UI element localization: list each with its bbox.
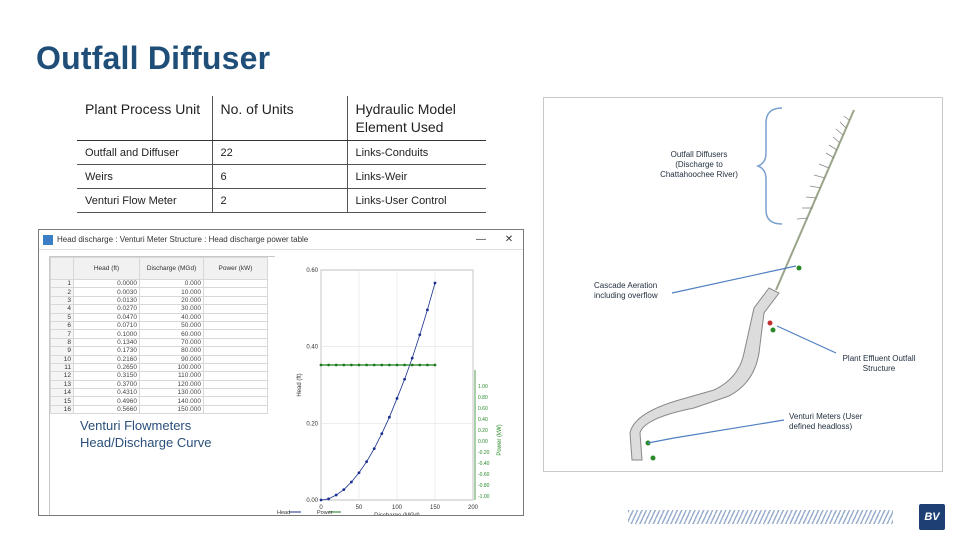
callout-cascade-aeration: Cascade Aeration including overflow [594,281,658,300]
grid-cell[interactable] [204,288,268,296]
table-cell: 6 [212,165,347,189]
grid-cell[interactable] [204,296,268,304]
grid-row[interactable] [51,355,268,363]
grid-column-header[interactable]: Discharge (MGd) [140,258,204,280]
grid-cell[interactable]: 0.0030 [74,288,140,296]
legend-label: Head [277,510,291,516]
power-data-point [373,364,376,367]
y-right-tick-label: 0.80 [478,395,488,401]
node-marker [768,321,773,326]
grid-cell[interactable]: 0.1730 [74,347,140,355]
grid-cell[interactable] [204,321,268,329]
grid-cell[interactable] [204,389,268,397]
grid-row[interactable] [51,338,268,346]
row-number[interactable]: 11 [51,363,74,371]
x-tick-label: 150 [429,505,441,511]
grid-row[interactable] [51,280,268,288]
grid-cell[interactable]: 0.0710 [74,321,140,329]
head-data-point [434,282,437,285]
head-data-point [335,494,338,497]
y-left-tick-label: 0.00 [306,498,318,504]
row-number[interactable]: 8 [51,338,74,346]
y-right-tick-label: 0.20 [478,428,488,434]
grid-cell[interactable]: 150.000 [140,405,204,413]
node-marker [797,266,802,271]
channel-shape [630,288,779,460]
grid-cell[interactable]: 0.2160 [74,355,140,363]
power-data-point [335,364,338,367]
chart-caption: Venturi Flowmeters Head/Discharge Curve [80,418,212,450]
power-data-point [320,364,323,367]
head-data-point [342,488,345,491]
power-data-point [350,364,353,367]
head-series-line [321,283,435,500]
y-right-tick-label: -0.60 [478,472,490,478]
grid-row[interactable] [51,321,268,329]
grid-row[interactable] [51,296,268,304]
grid-row[interactable] [51,389,268,397]
power-data-point [342,364,345,367]
table-row [77,141,486,165]
head-data-point [411,357,414,360]
grid-cell[interactable]: 0.3700 [74,380,140,388]
y-left-tick-label: 0.60 [306,268,318,274]
head-data-point [418,333,421,336]
app-icon [43,235,53,245]
grid-cell[interactable]: 50.000 [140,321,204,329]
table-row [77,165,486,189]
table-cell: 2 [212,189,347,213]
company-logo [919,504,945,530]
y-right-tick-label: 0.00 [478,439,488,445]
grid-cell[interactable] [204,338,268,346]
grid-cell[interactable]: 110.000 [140,372,204,380]
grid-cell[interactable]: 0.0130 [74,296,140,304]
node-marker [651,456,656,461]
window-title: Head discharge : Venturi Meter Structure : Head discharge power table [57,235,309,244]
grid-row[interactable] [51,330,268,338]
table-cell: Links-Conduits [347,141,486,165]
row-number[interactable]: 12 [51,372,74,380]
y-right-tick-label: 0.40 [478,417,488,423]
grid-cell[interactable]: 0.5660 [74,405,140,413]
power-data-point [403,364,406,367]
close-button[interactable]: ✕ [504,234,514,245]
column-header: Plant Process Unit [77,96,212,141]
x-tick-label: 200 [467,505,479,511]
y-right-tick-label: 1.00 [478,384,488,390]
power-data-point [358,364,361,367]
grid-cell[interactable] [204,397,268,405]
grid-cell[interactable] [204,405,268,413]
column-header: No. of Units [212,96,347,141]
legend-label: Power [317,510,333,516]
slide-title: Outfall Diffuser [36,40,271,76]
grid-cell[interactable] [204,363,268,371]
grid-row[interactable] [51,405,268,413]
grid-cell[interactable]: 130.000 [140,389,204,397]
grid-row[interactable] [51,305,268,313]
grid-cell[interactable] [204,372,268,380]
table-cell: Venturi Flow Meter [77,189,212,213]
grid-cell[interactable]: 0.0270 [74,305,140,313]
window-titlebar[interactable] [39,230,523,250]
head-discharge-grid[interactable] [50,257,268,414]
grid-cell[interactable]: 0.0470 [74,313,140,321]
head-data-point [388,416,391,419]
head-data-point [320,499,323,502]
y-right-tick-label: -0.40 [478,461,490,467]
head-discharge-window [38,229,524,516]
table-cell: Links-Weir [347,165,486,189]
y-right-tick-label: -0.20 [478,450,490,456]
grid-cell[interactable]: 0.4960 [74,397,140,405]
head-data-point [350,481,353,484]
grid-cell[interactable]: 140.000 [140,397,204,405]
grid-row[interactable] [51,313,268,321]
grid-cell[interactable]: 40.000 [140,313,204,321]
y-left-tick-label: 0.40 [306,344,318,351]
process-units-table [77,96,486,213]
outfall-pipe [776,110,854,290]
row-number[interactable]: 15 [51,397,74,405]
table-row [77,189,486,213]
head-data-point [403,378,406,381]
data-grid-pane [49,256,307,516]
y-right-tick-label: 0.60 [478,406,488,412]
grid-cell[interactable]: 0.4310 [74,389,140,397]
power-data-point [388,364,391,367]
grid-row[interactable] [51,397,268,405]
y-right-tick-label: -0.80 [478,483,490,489]
grid-cell[interactable]: 80.000 [140,347,204,355]
x-axis-label: Discharge (MGd) [374,513,420,517]
grid-cell[interactable]: 70.000 [140,338,204,346]
head-discharge-chart [275,250,524,516]
grid-cell[interactable]: 30.000 [140,305,204,313]
grid-cell[interactable] [204,330,268,338]
y-left-tick-label: 0.20 [306,421,318,428]
grid-row[interactable] [51,363,268,371]
grid-cell[interactable] [204,280,268,288]
callout-venturi-meters: Venturi Meters (User defined headloss) [789,412,863,431]
head-data-point [373,447,376,450]
grid-cell[interactable]: 90.000 [140,355,204,363]
y-right-tick-label: -1.00 [478,494,490,500]
power-data-point [426,364,429,367]
power-data-point [434,364,437,367]
grid-cell[interactable]: 100.000 [140,363,204,371]
callout-effluent-outfall: Plant Effluent Outfall Structure [842,354,916,373]
grid-row[interactable] [51,347,268,355]
power-data-point [396,364,399,367]
grid-row[interactable] [51,372,268,380]
grid-cell[interactable] [204,380,268,388]
grid-row[interactable] [51,380,268,388]
callout-outfall-diffusers: Outfall Diffusers (Discharge to Chattahoochee River) [660,150,738,179]
power-data-point [380,364,383,367]
grid-cell[interactable]: 10.000 [140,288,204,296]
power-data-point [418,364,421,367]
head-data-point [327,497,330,500]
power-data-point [365,364,368,367]
footer-hatch [628,510,893,524]
head-data-point [365,460,368,463]
grid-column-header[interactable]: Power (kW) [204,258,268,280]
outfall-schematic [543,97,943,472]
logo-text: BV [924,511,940,523]
head-data-point [396,397,399,400]
grid-cell[interactable]: 60.000 [140,330,204,338]
row-number[interactable]: 13 [51,380,74,388]
diffuser-ports [797,116,849,219]
grid-column-header[interactable]: Head (ft) [74,258,140,280]
brace [758,108,782,224]
row-number[interactable]: 10 [51,355,74,363]
y-left-axis-label: Head (ft) [297,373,303,397]
grid-cell[interactable] [204,313,268,321]
grid-row[interactable] [51,288,268,296]
table-cell: Links-User Control [347,189,486,213]
grid-cell[interactable]: 0.0000 [74,280,140,288]
minimize-button[interactable]: — [476,234,486,245]
x-tick-label: 100 [391,505,403,511]
grid-cell[interactable]: 120.000 [140,380,204,388]
head-data-point [426,308,429,311]
row-number[interactable]: 3 [51,296,74,304]
power-data-point [411,364,414,367]
table-cell: Weirs [77,165,212,189]
row-number[interactable]: 1 [51,280,74,288]
y-right-axis-label: Power (kW) [497,424,503,456]
power-data-point [327,364,330,367]
node-marker [771,328,776,333]
table-cell: Outfall and Diffuser [77,141,212,165]
head-data-point [380,432,383,435]
row-number[interactable]: 7 [51,330,74,338]
grid-cell[interactable] [204,347,268,355]
grid-cell[interactable]: 0.1340 [74,338,140,346]
row-number-header [51,258,74,280]
table-header-row [77,96,486,141]
row-number[interactable]: 14 [51,389,74,397]
grid-cell[interactable] [204,355,268,363]
grid-header-row [51,258,268,280]
column-header: Hydraulic Model Element Used [347,96,486,141]
row-number[interactable]: 4 [51,305,74,313]
grid-cell[interactable]: 0.1000 [74,330,140,338]
grid-cell[interactable] [204,305,268,313]
chart-svg [275,250,524,516]
grid-cell[interactable]: 0.3150 [74,372,140,380]
row-number[interactable]: 6 [51,321,74,329]
row-number[interactable]: 16 [51,405,74,413]
x-tick-label: 0 [319,505,323,511]
row-number[interactable]: 5 [51,313,74,321]
grid-cell[interactable]: 20.000 [140,296,204,304]
row-number[interactable]: 9 [51,347,74,355]
row-number[interactable]: 2 [51,288,74,296]
head-data-point [358,471,361,474]
table-cell: 22 [212,141,347,165]
x-tick-label: 50 [355,505,363,511]
grid-cell[interactable]: 0.000 [140,280,204,288]
grid-cell[interactable]: 0.2650 [74,363,140,371]
